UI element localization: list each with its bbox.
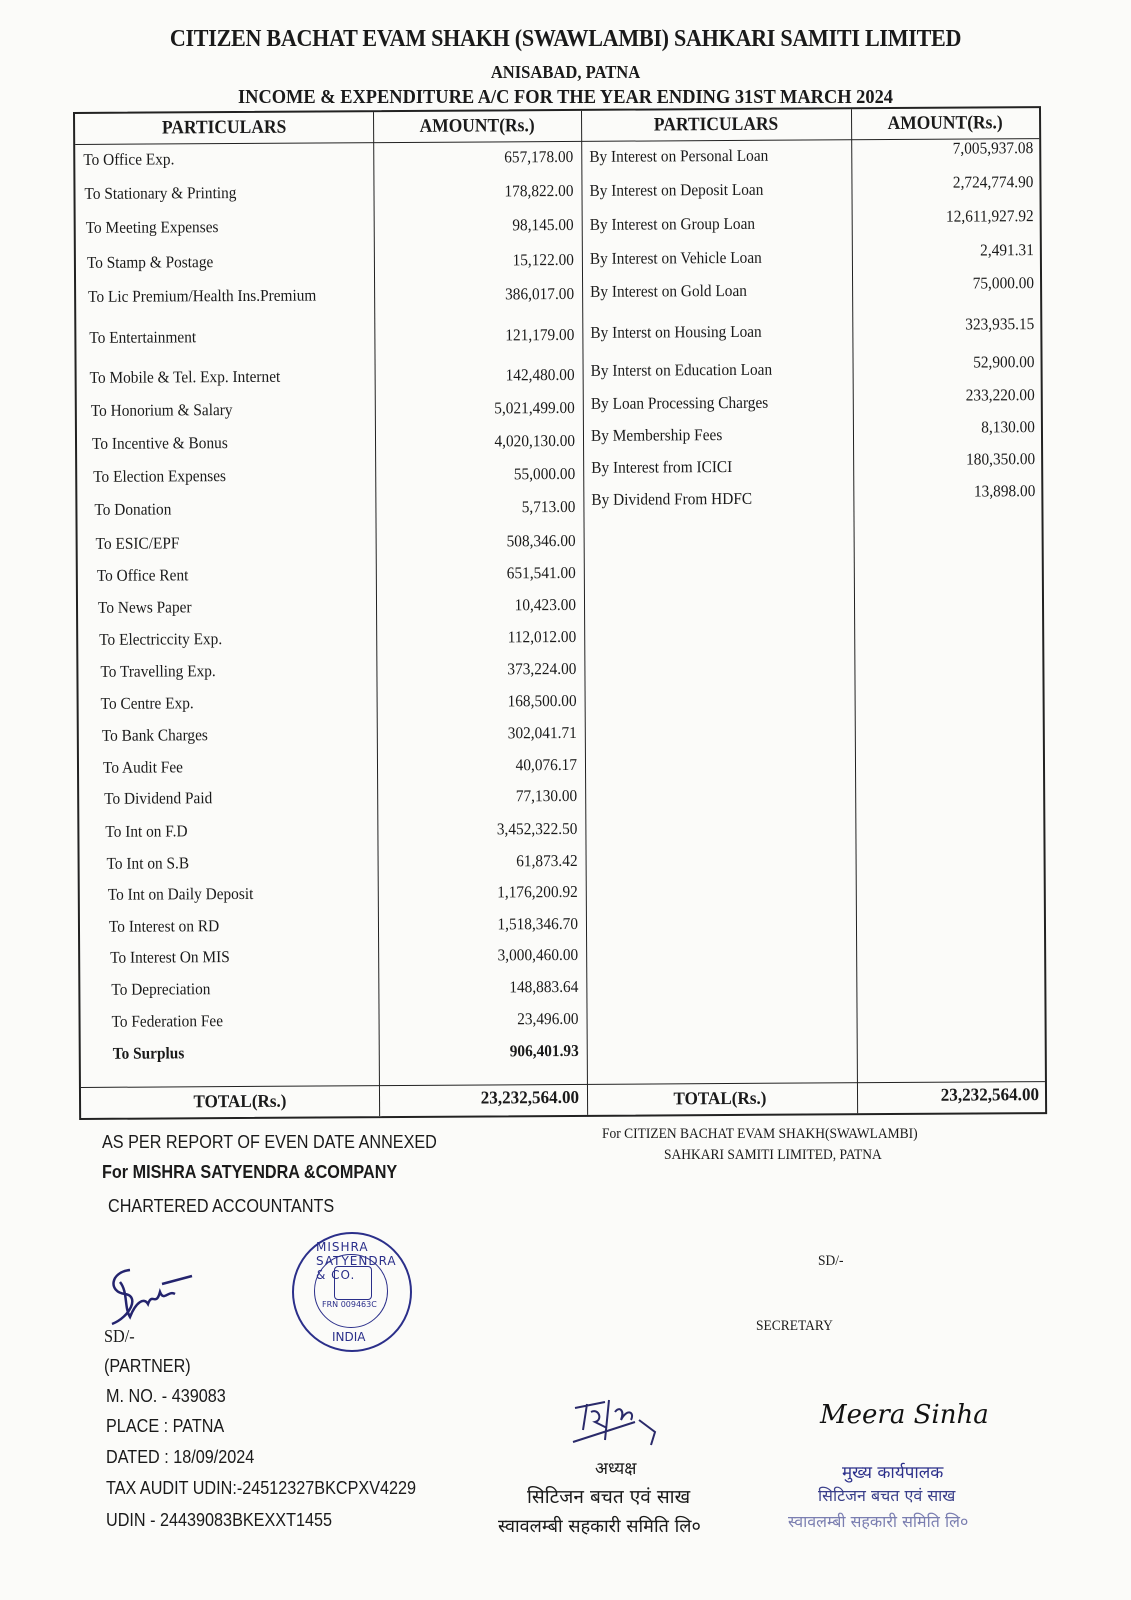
income-row bbox=[582, 314, 1042, 342]
expenditure-label: To Election Expenses bbox=[93, 466, 227, 486]
expenditure-amount: 657,178.00 bbox=[504, 146, 574, 167]
expenditure-row bbox=[77, 364, 583, 387]
expenditure-row bbox=[79, 785, 585, 808]
expenditure-label: To Office Exp. bbox=[83, 149, 175, 169]
income-row bbox=[581, 138, 1041, 166]
expenditure-row bbox=[77, 496, 583, 519]
expenditure-label: To Stationary & Printing bbox=[84, 183, 237, 203]
expenditure-label: To Stamp & Postage bbox=[86, 252, 214, 272]
income-row bbox=[583, 385, 1043, 413]
expenditure-amount: 121,179.00 bbox=[505, 324, 575, 345]
expenditure-amount: 3,000,460.00 bbox=[497, 944, 579, 965]
income-label: By Interst on Housing Loan bbox=[590, 321, 762, 342]
expenditure-label: To Travelling Exp. bbox=[99, 661, 216, 681]
expenditure-label: To Int on S.B bbox=[106, 853, 190, 873]
expenditure-amount: 148,883.64 bbox=[509, 976, 579, 997]
expenditure-row bbox=[81, 1040, 587, 1063]
expenditure-row bbox=[76, 249, 582, 272]
income-amount: 233,220.00 bbox=[965, 385, 1035, 405]
expenditure-label: To Bank Charges bbox=[102, 725, 209, 745]
expenditure-label: To Donation bbox=[94, 499, 172, 519]
total-label-income: TOTAL(Rs.) bbox=[673, 1087, 767, 1109]
seal-country: INDIA bbox=[332, 1330, 366, 1344]
president-org-line1: सिटिजन बचत एवं साख bbox=[527, 1486, 691, 1508]
expenditure-label: To Surplus bbox=[112, 1043, 185, 1063]
total-row bbox=[81, 1081, 1045, 1118]
income-row bbox=[583, 417, 1043, 445]
expenditure-amount: 112,012.00 bbox=[507, 626, 577, 647]
income-row bbox=[583, 481, 1043, 509]
income-label: By Interest on Deposit Loan bbox=[589, 179, 764, 200]
income-label: By Dividend From HDFC bbox=[591, 488, 753, 509]
organization-location: ANISABAD, PATNA bbox=[490, 62, 641, 82]
expenditure-label: To Int on F.D bbox=[105, 821, 188, 841]
expenditure-label: To Dividend Paid bbox=[104, 788, 213, 808]
auditor-signature-icon bbox=[100, 1262, 200, 1332]
expenditure-row bbox=[80, 913, 586, 936]
expenditure-row bbox=[78, 530, 584, 553]
expenditure-row bbox=[78, 562, 584, 585]
expenditure-amount: 55,000.00 bbox=[513, 463, 576, 484]
expenditure-label: To ESIC/EPF bbox=[95, 533, 180, 553]
expenditure-row bbox=[80, 850, 586, 873]
income-amount: 8,130.00 bbox=[981, 417, 1035, 437]
president-signature-icon bbox=[565, 1390, 675, 1455]
expenditure-amount: 142,480.00 bbox=[505, 364, 575, 385]
expenditure-amount: 651,541.00 bbox=[506, 562, 576, 583]
expenditure-row bbox=[79, 722, 585, 745]
expenditure-amount: 4,020,130.00 bbox=[494, 430, 576, 451]
membership-number: M. NO. - 439083 bbox=[106, 1386, 226, 1406]
income-amount: 323,935.15 bbox=[965, 314, 1035, 334]
expenditure-row bbox=[78, 658, 584, 681]
expenditure-amount: 5,021,499.00 bbox=[494, 397, 575, 418]
statement-title: INCOME & EXPENDITURE A/C FOR THE YEAR ENDING 31ST MARCH 2024 bbox=[238, 86, 893, 108]
income-amount: 7,005,937.08 bbox=[952, 138, 1034, 158]
income-row bbox=[581, 172, 1041, 200]
income-label: By Interest on Group Loan bbox=[589, 213, 756, 234]
expenditure-label: To Lic Premium/Health Ins.Premium bbox=[87, 285, 316, 306]
header-inc-particulars: PARTICULARS bbox=[653, 113, 779, 136]
ceo-signature: Meera Sinha bbox=[820, 1400, 989, 1430]
expenditure-label: To Mobile & Tel. Exp. Internet bbox=[89, 366, 281, 387]
income-row bbox=[582, 273, 1042, 301]
income-label: By Interst on Education Loan bbox=[590, 359, 773, 380]
auditor-seal-icon bbox=[292, 1232, 412, 1352]
expenditure-amount: 906,401.93 bbox=[509, 1040, 579, 1061]
expenditure-row bbox=[77, 463, 583, 486]
expenditure-amount: 386,017.00 bbox=[505, 283, 575, 304]
expenditure-row bbox=[75, 146, 581, 169]
auditor-designation: CHARTERED ACCOUNTANTS bbox=[108, 1196, 335, 1216]
income-label: By Membership Fees bbox=[590, 425, 723, 445]
society-for-line1: For CITIZEN BACHAT EVAM SHAKH(SWAWLAMBI) bbox=[602, 1126, 918, 1142]
expenditure-label: To Honorium & Salary bbox=[91, 400, 233, 420]
president-title: अध्यक्ष bbox=[595, 1459, 637, 1479]
income-amount: 180,350.00 bbox=[966, 449, 1036, 469]
ceo-org-line2: स्वावलम्बी सहकारी समिति लि० bbox=[788, 1512, 969, 1531]
expenditure-label: To Office Rent bbox=[96, 565, 189, 585]
auditor-firm: For MISHRA SATYENDRA &COMPANY bbox=[102, 1162, 398, 1182]
auditor-sd: SD/- bbox=[104, 1326, 135, 1346]
tax-audit-udin: TAX AUDIT UDIN:-24512327BKCPXV4229 bbox=[106, 1478, 417, 1498]
expenditure-row bbox=[78, 626, 584, 649]
income-row bbox=[582, 240, 1042, 268]
income-label: By Interest from ICICI bbox=[591, 456, 733, 477]
expenditure-amount: 1,518,346.70 bbox=[497, 913, 579, 934]
expenditure-amount: 5,713.00 bbox=[521, 496, 576, 517]
expenditure-row bbox=[80, 881, 586, 904]
place: PLACE : PATNA bbox=[106, 1416, 225, 1436]
expenditure-row bbox=[76, 324, 582, 347]
organization-name: CITIZEN BACHAT EVAM SHAKH (SWAWLAMBI) SAHKARI SAMITI LIMITED bbox=[169, 26, 962, 52]
society-for-line2: SAHKARI SAMITI LIMITED, PATNA bbox=[664, 1147, 882, 1163]
expenditure-row bbox=[76, 214, 582, 237]
expenditure-label: To Federation Fee bbox=[111, 1011, 224, 1031]
expenditure-label: To Electriccity Exp. bbox=[98, 629, 222, 649]
ceo-title: मुख्य कार्यपालक bbox=[842, 1463, 944, 1483]
expenditure-amount: 10,423.00 bbox=[514, 594, 577, 615]
expenditure-label: To Centre Exp. bbox=[100, 693, 195, 713]
income-expenditure-table bbox=[73, 106, 1047, 1120]
expenditure-amount: 61,873.42 bbox=[516, 850, 578, 871]
total-expenditure: 23,232,564.00 bbox=[480, 1086, 580, 1108]
income-amount: 75,000.00 bbox=[972, 273, 1035, 293]
expenditure-amount: 40,076.17 bbox=[515, 754, 578, 775]
report-reference: AS PER REPORT OF EVEN DATE ANNEXED bbox=[102, 1132, 437, 1152]
expenditure-amount: 508,346.00 bbox=[506, 530, 576, 551]
secretary-sd: SD/- bbox=[818, 1253, 844, 1269]
seal-frn: FRN 009463C bbox=[322, 1300, 377, 1309]
income-amount: 13,898.00 bbox=[973, 481, 1036, 501]
income-row bbox=[582, 206, 1042, 234]
expenditure-label: To Incentive & Bonus bbox=[92, 433, 229, 453]
expenditure-label: To Meeting Expenses bbox=[85, 217, 219, 237]
president-org-line2: स्वावलम्बी सहकारी समिति लि० bbox=[498, 1516, 701, 1537]
expenditure-amount: 1,176,200.92 bbox=[497, 881, 578, 902]
income-label: By Interest on Vehicle Loan bbox=[589, 247, 762, 268]
header-exp-amount: AMOUNT(Rs.) bbox=[419, 115, 535, 137]
expenditure-label: To Audit Fee bbox=[103, 757, 184, 777]
income-amount: 52,900.00 bbox=[973, 352, 1035, 372]
expenditure-label: To News Paper bbox=[97, 597, 192, 617]
income-label: By Interest on Personal Loan bbox=[589, 145, 769, 166]
expenditure-label: To Interest on RD bbox=[108, 916, 219, 936]
header-exp-particulars: PARTICULARS bbox=[161, 116, 287, 139]
expenditure-label: To Depreciation bbox=[110, 979, 210, 999]
expenditure-row bbox=[75, 180, 581, 203]
column-divider bbox=[851, 109, 858, 1113]
date: DATED : 18/09/2024 bbox=[106, 1447, 255, 1467]
secretary-label: SECRETARY bbox=[756, 1318, 833, 1334]
income-label: By Interest on Gold Loan bbox=[590, 280, 747, 301]
expenditure-label: To Interest On MIS bbox=[109, 947, 230, 967]
expenditure-amount: 23,496.00 bbox=[517, 1008, 579, 1029]
expenditure-label: To Entertainment bbox=[88, 327, 196, 347]
expenditure-label: To Int on Daily Deposit bbox=[107, 883, 254, 904]
income-label: By Loan Processing Charges bbox=[590, 392, 769, 413]
expenditure-row bbox=[76, 283, 582, 306]
expenditure-row bbox=[77, 397, 583, 420]
expenditure-row bbox=[80, 976, 586, 999]
income-row bbox=[583, 352, 1043, 380]
expenditure-amount: 15,122.00 bbox=[512, 249, 574, 270]
udin: UDIN - 24439083BKEXXT1455 bbox=[106, 1510, 333, 1530]
total-income: 23,232,564.00 bbox=[940, 1084, 1040, 1105]
header-inc-amount: AMOUNT(Rs.) bbox=[887, 112, 1003, 135]
expenditure-amount: 3,452,322.50 bbox=[496, 818, 578, 839]
expenditure-row bbox=[79, 690, 585, 713]
column-divider bbox=[581, 111, 588, 1115]
income-row bbox=[583, 449, 1043, 477]
expenditure-amount: 178,822.00 bbox=[504, 180, 574, 201]
total-label-expenditure: TOTAL(Rs.) bbox=[193, 1090, 287, 1112]
ceo-org-line1: सिटिजन बचत एवं साख bbox=[818, 1486, 956, 1505]
income-amount: 2,724,774.90 bbox=[952, 172, 1034, 192]
expenditure-amount: 98,145.00 bbox=[512, 214, 574, 235]
expenditure-row bbox=[80, 944, 586, 967]
expenditure-amount: 168,500.00 bbox=[507, 690, 577, 711]
seal-ring-text: MISHRA SATYENDRA & CO. bbox=[316, 1240, 397, 1282]
column-divider bbox=[373, 112, 380, 1116]
expenditure-amount: 373,224.00 bbox=[507, 658, 577, 679]
income-amount: 2,491.31 bbox=[980, 240, 1034, 260]
income-amount: 12,611,927.92 bbox=[945, 206, 1034, 226]
expenditure-row bbox=[79, 818, 585, 841]
auditor-role: (PARTNER) bbox=[104, 1356, 191, 1376]
expenditure-row bbox=[80, 1008, 586, 1031]
expenditure-row bbox=[77, 430, 583, 453]
expenditure-amount: 302,041.71 bbox=[507, 722, 577, 743]
expenditure-row bbox=[79, 754, 585, 777]
expenditure-amount: 77,130.00 bbox=[515, 785, 578, 806]
expenditure-row bbox=[78, 594, 584, 617]
